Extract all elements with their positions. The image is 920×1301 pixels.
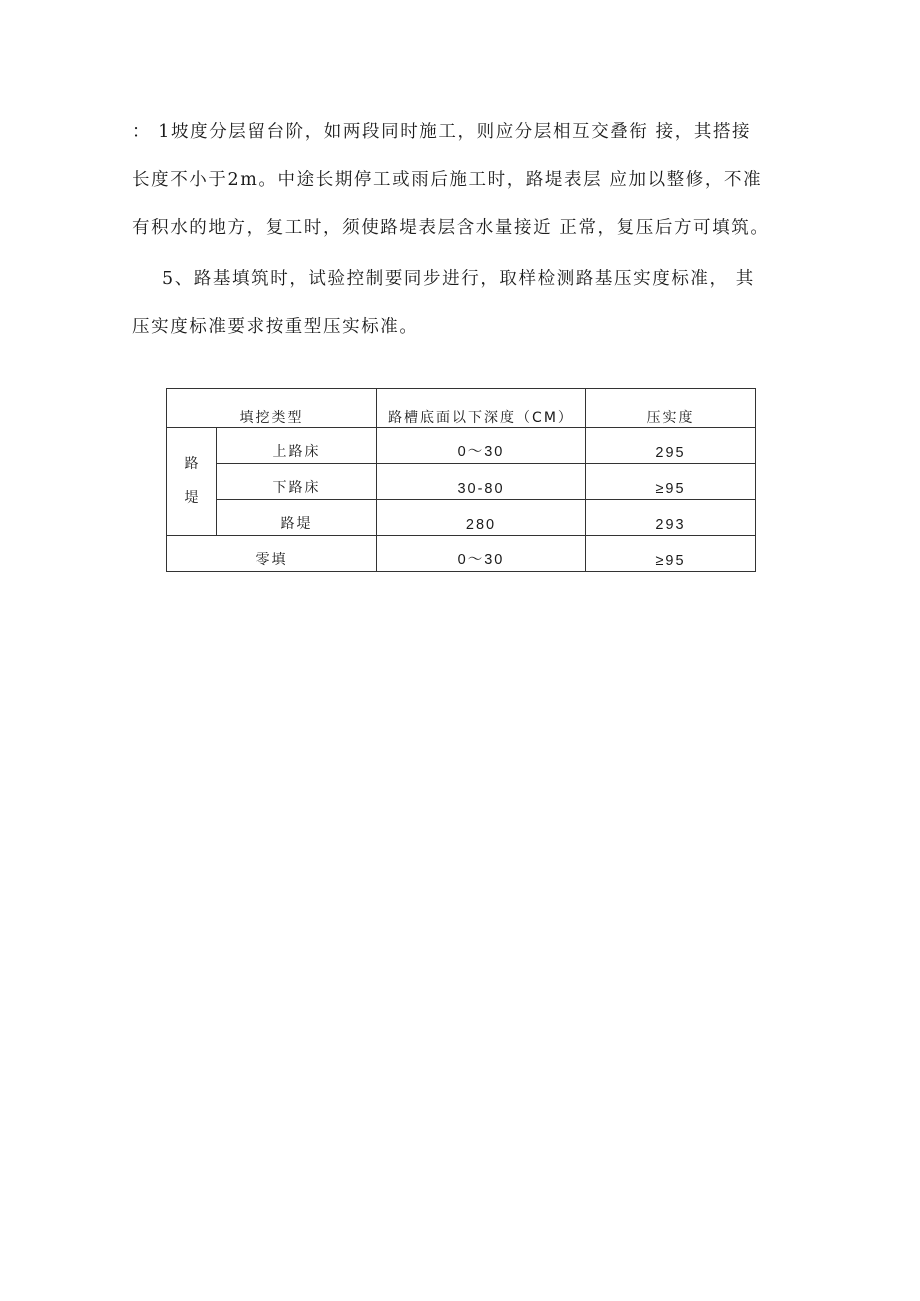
table-row (167, 428, 756, 464)
row-subtype: 路堤 (217, 500, 377, 536)
row-compaction: 295 (586, 428, 756, 464)
row-depth: 280 (377, 500, 586, 536)
header-compaction: 压实度 (586, 389, 756, 428)
compaction-standard-table (166, 388, 756, 572)
table-row (167, 536, 756, 572)
row-fill-label: 零填 (167, 536, 377, 572)
paragraph-2 (132, 255, 792, 351)
paragraph-line: 压实度标准要求按重型压实标准。 (132, 317, 419, 337)
row-compaction: 293 (586, 500, 756, 536)
row-depth: 30-80 (377, 464, 586, 500)
row-subtype: 上路床 (217, 428, 377, 464)
paragraph-line: 有积水的地方，复工时，须使路堤表层含水量接近 正常，复压后方可填筑。 (132, 218, 770, 238)
paragraph-line: 5、路基填筑时，试验控制要同步进行，取样检测路基压实度标准， 其 (162, 269, 755, 289)
row-compaction: ≥95 (586, 464, 756, 500)
group-label-char: 路 (184, 455, 199, 472)
paragraph-line: ： 1坡度分层留台阶，如两段同时施工，则应分层相互交叠衔 接，其搭接 (132, 122, 752, 142)
table-row (167, 500, 756, 536)
table-header-row (167, 389, 756, 428)
row-depth: 0～30 (377, 536, 586, 572)
group-label-embankment (167, 428, 217, 536)
table-row (167, 464, 756, 500)
paragraph-line: 长度不小于2m。中途长期停工或雨后施工时，路堤表层 应加以整修，不准 (132, 170, 763, 190)
header-depth: 路槽底面以下深度（CM） (377, 389, 586, 428)
row-compaction: ≥95 (586, 536, 756, 572)
row-depth: 0～30 (377, 428, 586, 464)
header-fill-type: 填挖类型 (167, 389, 377, 428)
row-subtype: 下路床 (217, 464, 377, 500)
paragraph-1 (132, 108, 792, 252)
group-label-char: 堤 (184, 489, 199, 506)
